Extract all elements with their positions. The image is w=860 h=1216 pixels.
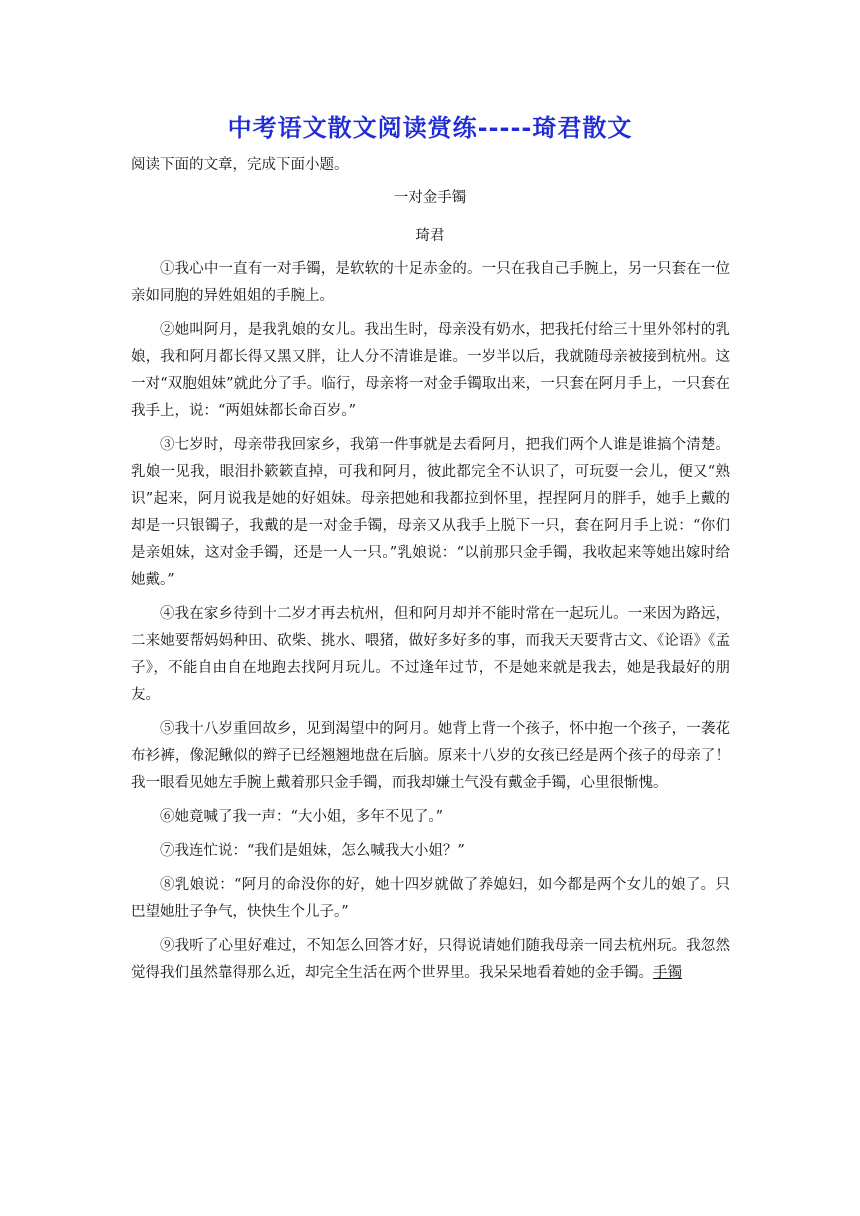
paragraph-9-text: ⑨我听了心里好难过，不知怎么回答才好，只得说请她们随我母亲一同去杭州玩。我忽然觉得我们虽然靠得那么近，却完全生活在两个世界里。我呆呆地看着她的金手镯。: [131, 938, 730, 981]
paragraph-2: ②她叫阿月，是我乳娘的女儿。我出生时，母亲没有奶水，把我托付给三十里外邻村的乳娘，我和阿月都长得又黑又胖，让人分不清谁是谁。一岁半以后，我就随母亲被接到杭州。这一对“双胞姐妹”就此分了手。临行，母亲将一对金手镯取出来，一只套在阿月手上，一只套在我手上，说：“两姐妹都长命百岁。”: [131, 322, 730, 419]
paragraph-7: ⑦我连忙说：“我们是姐妹，怎么喊我大小姐？”: [160, 843, 465, 859]
document-title: 中考语文散文阅读赏练-----琦君散文: [227, 114, 633, 142]
paragraph-6: ⑥她竟喊了我一声：“大小姐，多年不见了。”: [160, 809, 444, 825]
paragraph-4: ④我在家乡待到十二岁才再去杭州，但和阿月却并不能时常在一起玩儿。一来因为路远，二来她要帮妈妈种田、砍柴、挑水、喂猪，做好多好多的事，而我天天要背古文、《论语》《孟子》，不能自由自在地跑去找阿月玩儿。不过逢年过节，不是她来就是我去，她是我最好的朋友。: [131, 606, 730, 703]
paragraph-5: ⑤我十八岁重回故乡，见到渴望中的阿月。她背上背一个孩子，怀中抱一个孩子，一袭花布衫裤，像泥鳅似的辫子已经翘翘地盘在后脑。原来十八岁的女孩已经是两个孩子的母亲了！我一眼看见她左手腕上戴着那只金手镯，而我却嫌土气没有戴金手镯，心里很惭愧。: [131, 721, 730, 791]
paragraph-3: ③七岁时，母亲带我回家乡，我第一件事就是去看阿月，把我们两个人谁是谁搞个清楚。乳娘一见我，眼泪扑簌簌直掉，可我和阿月，彼此都完全不认识了，可玩耍一会儿，便又“熟识”起来，阿月说我是她的好姐妹。母亲把她和我都拉到怀里，捏捏阿月的胖手，她手上戴的却是一只银镯子，我戴的是一对金手镯，母亲又从我手上脱下一只，套在阿月手上说：“你们是亲姐妹，这对金手镯，还是一人一只。”乳娘说：“以前那只金手镯，我收起来等她出嫁时给她戴。”: [131, 437, 730, 588]
reading-instruction: 阅读下面的文章，完成下面小题。: [131, 157, 349, 173]
essay-body: [131, 256, 730, 994]
paragraph-8: ⑧乳娘说：“阿月的命没你的好，她十四岁就做了养媳妇，如今都是两个女儿的娘了。只巴望她肚子争气，快快生个儿子。”: [131, 877, 730, 920]
underlined-phrase: 手镯: [653, 965, 682, 981]
paragraph-9: [131, 933, 730, 987]
paragraph-1: ①我心中一直有一对手镯，是软软的十足赤金的。一只在我自己手腕上，另一只套在一位亲如同胞的异姓姐姐的手腕上。: [131, 261, 730, 304]
essay-author: 琦君: [415, 228, 445, 244]
essay-title: 一对金手镯: [393, 190, 467, 206]
